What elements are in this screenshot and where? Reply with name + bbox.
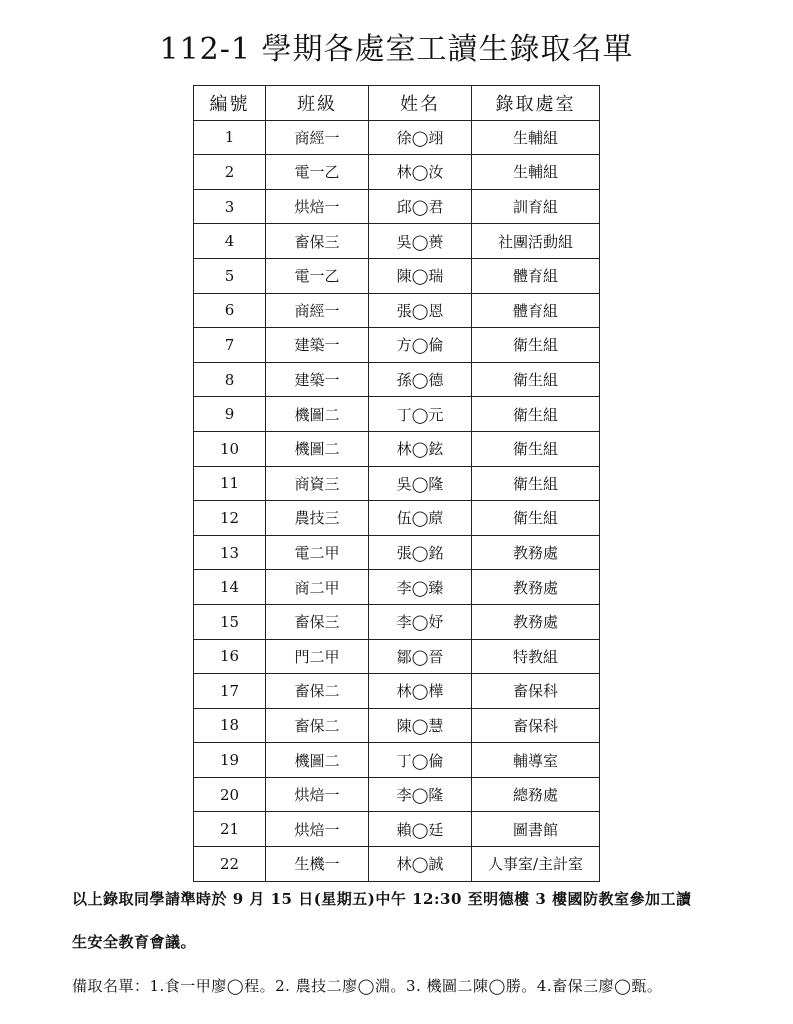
cell-office: 生輔組 <box>472 120 600 155</box>
cell-class: 烘焙一 <box>266 777 369 812</box>
table-row <box>194 812 600 847</box>
cell-number: 10 <box>194 431 266 466</box>
cell-name: 賴◯廷 <box>369 812 472 847</box>
table-row <box>194 328 600 363</box>
cell-name: 林◯汝 <box>369 155 472 190</box>
table-header-row <box>194 86 600 121</box>
cell-number: 20 <box>194 777 266 812</box>
cell-number: 22 <box>194 847 266 882</box>
cell-number: 15 <box>194 604 266 639</box>
cell-class: 電一乙 <box>266 258 369 293</box>
header-class: 班級 <box>266 86 369 121</box>
cell-class: 商二甲 <box>266 570 369 605</box>
table-row <box>194 708 600 743</box>
cell-office: 教務處 <box>472 604 600 639</box>
cell-class: 建築一 <box>266 362 369 397</box>
cell-number: 18 <box>194 708 266 743</box>
cell-office: 生輔組 <box>472 155 600 190</box>
cell-name: 張◯銘 <box>369 535 472 570</box>
cell-office: 畜保科 <box>472 674 600 709</box>
cell-number: 16 <box>194 639 266 674</box>
table-row <box>194 293 600 328</box>
cell-number: 9 <box>194 397 266 432</box>
header-office: 錄取處室 <box>472 86 600 121</box>
cell-class: 烘焙一 <box>266 189 369 224</box>
cell-class: 烘焙一 <box>266 812 369 847</box>
cell-office: 衛生組 <box>472 466 600 501</box>
table-row <box>194 466 600 501</box>
cell-class: 商資三 <box>266 466 369 501</box>
cell-name: 林◯誠 <box>369 847 472 882</box>
cell-number: 14 <box>194 570 266 605</box>
cell-class: 機圖二 <box>266 743 369 778</box>
cell-name: 鄒◯晉 <box>369 639 472 674</box>
cell-office: 衛生組 <box>472 362 600 397</box>
admission-table <box>193 85 600 882</box>
table-row <box>194 501 600 536</box>
header-number: 編號 <box>194 86 266 121</box>
cell-class: 農技三 <box>266 501 369 536</box>
cell-office: 畜保科 <box>472 708 600 743</box>
cell-number: 21 <box>194 812 266 847</box>
cell-name: 伍◯蒝 <box>369 501 472 536</box>
cell-name: 邱◯君 <box>369 189 472 224</box>
cell-number: 4 <box>194 224 266 259</box>
table-row <box>194 777 600 812</box>
table-row <box>194 674 600 709</box>
cell-name: 陳◯慧 <box>369 708 472 743</box>
cell-name: 丁◯倫 <box>369 743 472 778</box>
cell-number: 12 <box>194 501 266 536</box>
cell-number: 3 <box>194 189 266 224</box>
cell-class: 畜保三 <box>266 224 369 259</box>
cell-class: 建築一 <box>266 328 369 363</box>
alternates-list: 備取名單：1.食一甲廖◯程。2. 農技二廖◯淵。3. 機圖二陳◯勝。4.畜保三廖◯甄。 <box>72 977 663 995</box>
cell-office: 訓育組 <box>472 189 600 224</box>
cell-class: 畜保三 <box>266 604 369 639</box>
cell-name: 孫◯德 <box>369 362 472 397</box>
cell-class: 機圖二 <box>266 397 369 432</box>
cell-name: 林◯樺 <box>369 674 472 709</box>
table-row <box>194 189 600 224</box>
cell-name: 徐◯翊 <box>369 120 472 155</box>
meeting-notice-line2: 生安全教育會議。 <box>72 933 197 951</box>
page-title: 112-1 學期各處室工讀生錄取名單 <box>159 32 634 67</box>
cell-name: 丁◯元 <box>369 397 472 432</box>
table-row <box>194 535 600 570</box>
cell-number: 2 <box>194 155 266 190</box>
cell-class: 畜保二 <box>266 674 369 709</box>
cell-class: 商經一 <box>266 293 369 328</box>
cell-office: 輔導室 <box>472 743 600 778</box>
cell-number: 8 <box>194 362 266 397</box>
cell-class: 機圖二 <box>266 431 369 466</box>
table-row <box>194 120 600 155</box>
cell-name: 張◯恩 <box>369 293 472 328</box>
cell-class: 商經一 <box>266 120 369 155</box>
table-row <box>194 224 600 259</box>
cell-office: 體育組 <box>472 258 600 293</box>
table-row <box>194 155 600 190</box>
cell-class: 電一乙 <box>266 155 369 190</box>
table-body <box>194 120 600 881</box>
table-row <box>194 743 600 778</box>
cell-office: 人事室/主計室 <box>472 847 600 882</box>
cell-office: 總務處 <box>472 777 600 812</box>
cell-number: 19 <box>194 743 266 778</box>
header-name: 姓名 <box>369 86 472 121</box>
cell-office: 圖書館 <box>472 812 600 847</box>
cell-name: 李◯妤 <box>369 604 472 639</box>
cell-office: 教務處 <box>472 570 600 605</box>
cell-number: 13 <box>194 535 266 570</box>
table-row <box>194 431 600 466</box>
cell-name: 李◯臻 <box>369 570 472 605</box>
cell-office: 衛生組 <box>472 501 600 536</box>
cell-class: 畜保二 <box>266 708 369 743</box>
cell-name: 方◯倫 <box>369 328 472 363</box>
cell-name: 李◯隆 <box>369 777 472 812</box>
cell-name: 林◯鉉 <box>369 431 472 466</box>
cell-number: 17 <box>194 674 266 709</box>
table-row <box>194 847 600 882</box>
cell-office: 衛生組 <box>472 431 600 466</box>
table-row <box>194 362 600 397</box>
meeting-notice-line1: 以上錄取同學請準時於 9 月 15 日(星期五)中午 12:30 至明德樓 3 樓國防教室參加工讀 <box>72 890 692 908</box>
table-row <box>194 604 600 639</box>
table-row <box>194 397 600 432</box>
cell-number: 11 <box>194 466 266 501</box>
cell-office: 衛生組 <box>472 397 600 432</box>
table-row <box>194 639 600 674</box>
cell-name: 陳◯瑞 <box>369 258 472 293</box>
cell-class: 電二甲 <box>266 535 369 570</box>
cell-name: 吳◯隆 <box>369 466 472 501</box>
cell-name: 吳◯蒉 <box>369 224 472 259</box>
table-row <box>194 258 600 293</box>
cell-number: 6 <box>194 293 266 328</box>
cell-office: 教務處 <box>472 535 600 570</box>
cell-number: 1 <box>194 120 266 155</box>
cell-number: 5 <box>194 258 266 293</box>
table-row <box>194 570 600 605</box>
cell-office: 衛生組 <box>472 328 600 363</box>
cell-class: 門二甲 <box>266 639 369 674</box>
cell-class: 生機一 <box>266 847 369 882</box>
cell-office: 體育組 <box>472 293 600 328</box>
cell-number: 7 <box>194 328 266 363</box>
cell-office: 社團活動組 <box>472 224 600 259</box>
cell-office: 特教組 <box>472 639 600 674</box>
